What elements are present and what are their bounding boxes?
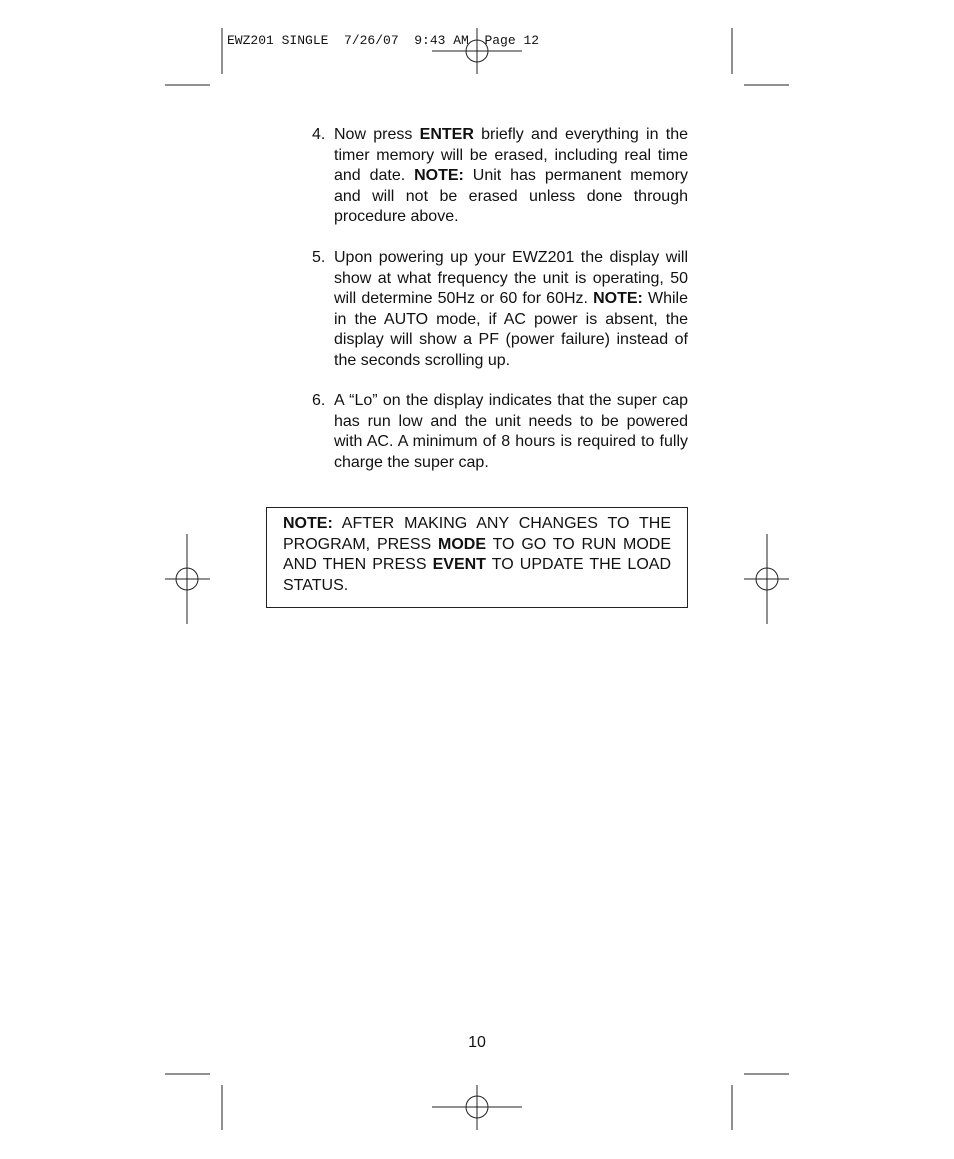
bold-keyword: EVENT [432,556,486,573]
item-number: 6. [312,392,326,409]
text-run: A “Lo” on the display indicates that the super cap has run low and the unit needs to be powered with AC. A minimum of 8 hours is required to fully charge the super cap. [334,392,688,471]
text-run: TO UPDATE THE LOAD STATUS. [283,556,672,594]
item-number: 4. [312,126,326,143]
bold-keyword: ENTER [419,126,474,143]
text-run: Upon powering up your EWZ201 the display will show at what frequency the unit is operating, 50 will determine 50Hz or 60 for 60Hz. [334,249,688,307]
registration-mark-right [744,534,789,624]
text-run: briefly and everything in the timer memory will be erased, including real time and date. [334,126,688,184]
item-number: 5. [312,249,326,266]
text-run: Unit has permanent memory and will not be erased unless done through procedure above. [334,167,689,225]
print-slug-line: EWZ201 SINGLE 7/26/07 9:43 AM Page 12 [227,33,540,48]
bold-keyword: MODE [438,535,487,553]
registration-mark-bottom [432,1085,522,1130]
bold-keyword: NOTE: [283,515,333,532]
page-number: 10 [468,1034,486,1051]
text-run: AFTER MAKING ANY CHANGES TO THE PROGRAM, PRESS [283,515,671,553]
bold-keyword: NOTE: [593,290,643,307]
text-run: TO GO TO RUN MODE AND THEN PRESS [283,535,672,573]
text-run: Now press [334,126,420,143]
registration-mark-left [165,534,210,624]
bold-keyword: NOTE: [414,167,464,184]
text-run: While in the AUTO mode, if AC power is absent, the display will show a PF (power failure) instead of the seconds scrolling up. [334,290,689,369]
